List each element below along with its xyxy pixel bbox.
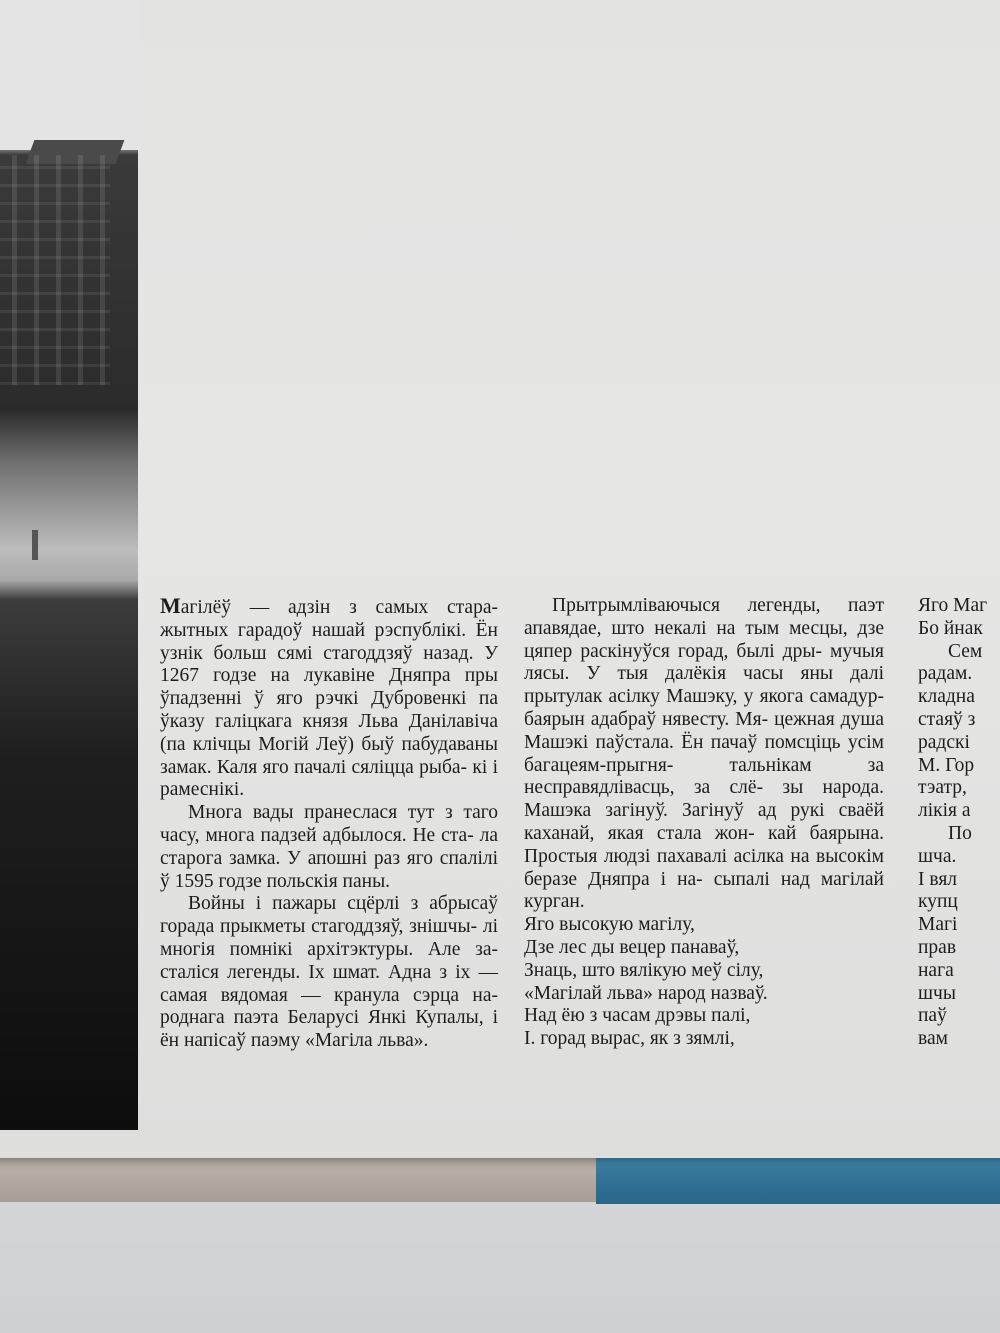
- text-line: купц: [918, 891, 958, 913]
- text-line: ла старога замка. У апошні раз яго: [160, 824, 499, 869]
- text-line: По: [948, 822, 972, 844]
- drop-initial: М: [160, 593, 181, 618]
- verse-line: Знаць, што вялікую меў сілу,: [524, 959, 764, 981]
- text-line: шчы: [918, 982, 956, 1004]
- text-line: жытных гарадоў нашай рэспублікі. Ён: [160, 619, 498, 641]
- text-line: кай баярына. Простыя людзі пахавалі: [524, 822, 884, 867]
- text-line: лікія а: [918, 800, 971, 822]
- text-line: ўказу галіцкага князя Льва Данілавіча: [160, 710, 498, 732]
- text-line: радскі: [918, 731, 970, 753]
- text-line: Яго Маг: [918, 595, 988, 616]
- text-line: узнік больш сямі стагоддзяў назад.: [160, 642, 474, 664]
- text-line: агілёў — адзін з самых стара-: [180, 597, 498, 618]
- text-line: горада прыкметы стагоддзяў, знішчы-: [160, 916, 478, 938]
- paragraph-1: [160, 595, 498, 802]
- text-line: далі прытулак асілку Машэку, у якога: [524, 663, 884, 708]
- text-line: самая вядомая — кранула сэрца на-: [160, 984, 498, 1006]
- text-line: пачаў помсціць усім багацеям-прыгня-: [524, 731, 884, 776]
- verse-line: Дзе лес ды вецер панаваў,: [524, 936, 740, 958]
- text-line: паў: [918, 1005, 947, 1027]
- text-line: зы народа. Машэка загінуў. Загінуў: [524, 777, 884, 822]
- text-line: цежная душа Машэкі паўстала. Ён: [524, 708, 884, 753]
- text-column-2: [524, 595, 884, 1051]
- text-line: кладна: [918, 686, 975, 708]
- text-line: Магі: [918, 914, 958, 936]
- paragraph-4: [524, 595, 884, 914]
- text-line: мучыя лясы. У тыя далёкія часы яны: [524, 640, 884, 685]
- book-cover-blue-band: [596, 1158, 1000, 1204]
- text-column-1: [160, 595, 498, 1053]
- text-line: ўпадзенні ў яго рэчкі Дубровенкі па: [160, 688, 498, 710]
- text-line: Прытрымліваючыся легенды, паэт: [552, 595, 884, 616]
- text-line: Многа вады пранеслася тут з таго: [188, 802, 498, 824]
- text-line: апавядае, што некалі на тым месцы,: [524, 617, 848, 639]
- text-line: Сем: [948, 640, 983, 662]
- verse-line: Яго высокую магілу,: [524, 914, 695, 936]
- text-line: асілка на высокім беразе Дняпра і на-: [524, 845, 884, 890]
- text-line: сталіся легенды. Іх шмат. Адна з іх —: [160, 961, 498, 983]
- photo-person-figure: [32, 530, 38, 560]
- paragraph-3: [160, 893, 498, 1053]
- text-line: (па клічцы Могій Леў) быў пабудаваны: [160, 733, 498, 755]
- verse-line: «Магілай льва» народ назваў.: [524, 982, 768, 1004]
- photo-city-buildings: [0, 0, 138, 1130]
- text-line: і ён напісаў паэму «Магіла льва».: [160, 1007, 499, 1052]
- verse-line: Над ёю з часам дрэвы палі,: [524, 1005, 751, 1027]
- text-line: часу, многа падзей адбылося. Не ста-: [160, 824, 474, 846]
- text-line: кі і рамеснікі.: [160, 756, 498, 801]
- text-line: сыпалі над магілай курган.: [524, 868, 884, 913]
- text-line: ад рукі сваёй каханай, якая стала жон-: [524, 800, 884, 844]
- text-line: спалілі ў 1595 годзе польскія паны.: [160, 847, 499, 892]
- text-line: шча.: [918, 845, 957, 867]
- text-line: тэатр,: [918, 777, 967, 799]
- text-line: роднага паэта Беларусі Янкі Купалы,: [160, 1007, 484, 1029]
- text-line: радам.: [918, 663, 973, 685]
- text-line: Войны і пажары сцёрлі з абрысаў: [188, 893, 498, 915]
- paragraph-2: [160, 802, 498, 893]
- text-line: прав: [918, 936, 957, 958]
- text-line: У 1267 годзе на лукавіне Дняпра пры: [160, 642, 499, 687]
- text-line: стаяў з: [918, 708, 976, 730]
- text-line: І вял: [918, 868, 958, 890]
- verse-line: І. горад вырас, як з зямлі,: [524, 1028, 735, 1050]
- text-line: М. Гор: [918, 754, 975, 776]
- photo-sky: [0, 0, 138, 150]
- text-line: тальнікам за несправядлівасць, за слё-: [524, 754, 884, 799]
- text-line: Бо йнак: [918, 617, 983, 639]
- text-line: вам: [918, 1028, 948, 1050]
- text-line: лі многія помнікі архітэктуры. Але за-: [160, 916, 499, 960]
- text-line: самадур-баярын адабраў нявесту. Мя-: [524, 686, 884, 730]
- photo-building-windows: [0, 155, 110, 385]
- text-line: замак. Каля яго пачалі сяліцца рыба-: [160, 756, 468, 778]
- text-line: дзе цяпер раскінуўся горад, былі дры-: [524, 617, 885, 662]
- text-column-3-cropped: [918, 595, 1000, 1051]
- text-line: нага: [918, 959, 954, 981]
